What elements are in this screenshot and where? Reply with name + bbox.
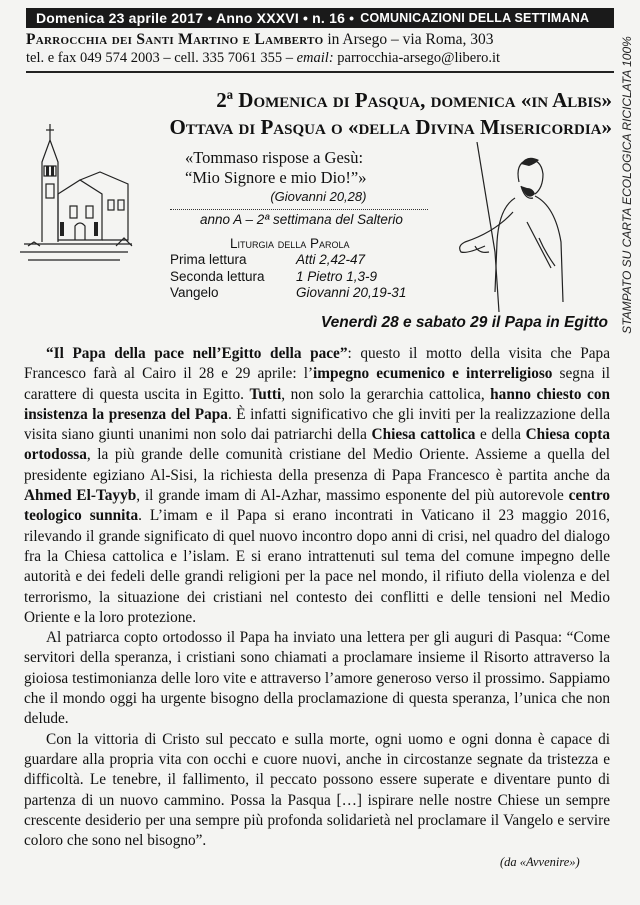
header-divider xyxy=(26,71,614,73)
reading-row: Prima lettura Atti 2,42-47 xyxy=(170,252,366,267)
article-source: (da «Avvenire») xyxy=(500,855,580,869)
phone-numbers: tel. e fax 049 574 2003 – cell. 335 7061 355 – xyxy=(26,50,297,66)
issue-date-number: Domenica 23 aprile 2017 • Anno XXXVI • n. 16 • xyxy=(36,10,355,26)
section-label: COMUNICAZIONI DELLA SETTIMANA xyxy=(360,11,590,25)
issue-header-bar xyxy=(26,8,614,28)
parish-name: Parrocchia dei Santi Martino e Lamberto xyxy=(26,31,324,48)
parish-address: in Arsego – via Roma, 303 xyxy=(323,31,494,48)
dotted-divider xyxy=(170,209,428,210)
parish-line xyxy=(26,31,614,49)
article-paragraph: Al patriarca copto ortodosso il Papa ha inviato una lettera per gli auguri di Pasqua: “Come servitori della speranza, i cristiani sono chiamati a proclamare insieme il Risorto attraverso la gioiosa testimonianza delle loro vite e attraverso l’amore generoso verso il prossimo. Sappiamo che il mondo oggi ha urgente bisogno della proclamazione di questa speranza, l’unica che non delude. xyxy=(24,629,610,728)
article-paragraph: “Il Papa della pace nell’Egitto della pace”: questo il motto della visita che Papa Francesco farà al Cairo il 28 e 29 aprile: l’impegno ecumenico e interreligioso segna il carattere di questa uscita in Egitto. Tutti, non solo la gerarchia cattolica, hanno chiesto con insistenza la presenza del Papa. È infatti significativo che gli inviti per la realizzazione della visita siano giunti unanimi non solo dai patriarchi della Chiesa cattolica e della Chiesa copta ortodossa, la più grande delle comunità cristiane del Medio Oriente. Assieme a quella del presidente egiziano Al-Sisi, la richiesta della presenza di Papa Francesco è partita anche da Ahmed El-Tayyb, il grande imam di Al-Azhar, massimo esponente del più autorevole centro teologico sunnita. L’imam e il Papa si erano incontrati in Vaticano il 23 maggio 2016, rilevando il grande significato di quel nuovo incontro dopo anni di crisi, nel quadro del dialogo fra la Chiesa cattolica e l’islam. E si erano intrattenuti sul tema del comune impegno delle autorità e dei fedeli delle grandi religioni per la pace nel mondo, il rifiuto della violenza e del terrorismo, la situazione dei cristiani nel contesto dei conflitti e delle tensioni nel Medio Oriente e la loro protezione. xyxy=(24,345,611,626)
readings-list xyxy=(170,252,406,302)
side-print-note: STAMPATO SU CARTA ECOLOGICA RICICLATA 100% xyxy=(620,36,634,334)
email-label: email: xyxy=(296,50,334,66)
article-headline: Venerdì 28 e sabato 29 il Papa in Egitto xyxy=(320,314,608,331)
article-body xyxy=(24,344,610,851)
reading-row: Vangelo Giovanni 20,19-31 xyxy=(170,285,407,300)
risen-christ-illustration xyxy=(455,142,567,312)
gospel-quote xyxy=(185,148,366,206)
church-illustration xyxy=(20,122,135,262)
page-title-line2: Ottava di Pasqua o «della Divina Misericordia» xyxy=(169,115,612,139)
liturgical-year: anno A – 2ª settimana del Salterio xyxy=(200,212,403,227)
liturgy-title: Liturgia della Parola xyxy=(230,236,350,251)
quote-line-2: “Mio Signore e mio Dio!”» xyxy=(185,168,367,187)
article-paragraph: Con la vittoria di Cristo sul peccato e sulla morte, ogni uomo e ogni donna è capace di guardare alla propria vita con occhi e cuore nuovi, anche in circostanze segnate da tristezza e difficoltà. Le tenebre, il fallimento, il peccato possono essere superate e diventare punto di partenza di un nuovo cammino. Possa la Pasqua […] ispirare nelle nostre Chiese un sempre crescente desiderio per una sempre più profonda solidarietà nel proclamare il Vangelo e servire coloro che sono nel bisogno”. xyxy=(24,730,610,850)
reading-row: Seconda lettura 1 Pietro 1,3-9 xyxy=(170,268,378,284)
page-title-line1: 2ª Domenica di Pasqua, domenica «in Albis» xyxy=(216,88,612,112)
quote-reference: (Giovanni 20,28) xyxy=(270,189,367,204)
quote-line-1: «Tommaso rispose a Gesù: xyxy=(185,148,364,167)
contacts-line xyxy=(26,50,614,67)
email-address[interactable]: parrocchia-arsego@libero.it xyxy=(333,50,501,66)
